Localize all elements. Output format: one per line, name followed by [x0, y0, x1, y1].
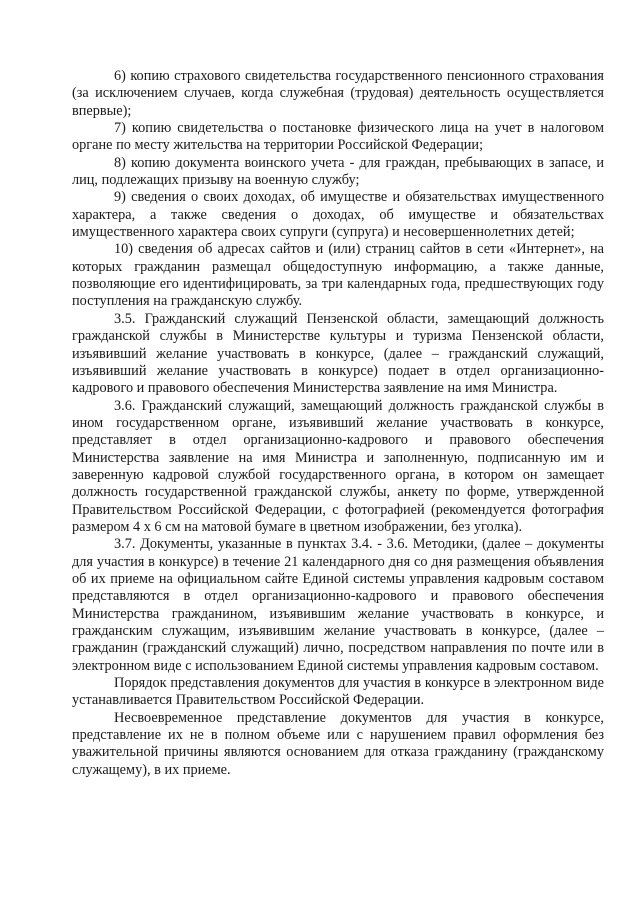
paragraph-item-8: 8) копию документа воинского учета - для граждан, пребывающих в запасе, и лиц, подлежащих призыву на военную службу; [72, 154, 604, 189]
paragraph-section-3-7: 3.7. Документы, указанные в пунктах 3.4. - 3.6. Методики, (далее – документы для участия в конкурсе) в течение 21 календарного дня со дня размещения объявления об их приеме на официальном сайте Единой системы управления кадровым составом представляются в отдел организационно-кадрового и правового обеспечения Министерства гражданином, изъявившим желание участвовать в конкурсе, и гражданским служащим, изъявившим желание участвовать в конкурсе, (далее – гражданин (гражданский служащий) лично, посредством направления по почте или в электронном виде с использованием Единой системы управления кадровым составом. [72, 536, 604, 674]
paragraph-item-9: 9) сведения о своих доходах, об имуществе и обязательствах имущественного характера, а также сведения о доходах, об имуществе и обязательствах имущественного характера своих супруги (супруга) и несовершеннолетних детей; [72, 189, 604, 241]
paragraph-section-3-6: 3.6. Гражданский служащий, замещающий должность гражданской службы в ином государственном органе, изъявивший желание участвовать в конкурсе, представляет в отдел организационно-кадрового и правового обеспечения Министерства заявление на имя Министра и заполненную, подписанную им и заверенную кадровой службой государственного органа, в котором он замещает должность государственной гражданской службы, анкету по форме, утвержденной Правительством Российской Федерации, с фотографией (рекомендуется фотография размером 4 х 6 см на матовой бумаге в цветном изображении, без уголка). [72, 397, 604, 535]
paragraph-late-submission: Несвоевременное представление документов для участия в конкурсе, представление их не в полном объеме или с нарушением правил оформления без уважительной причины являются основанием для отказа гражданину (гражданскому служащему), в их приеме. [72, 709, 604, 778]
paragraph-electronic-submission: Порядок представления документов для участия в конкурсе в электронном виде устанавливается Правительством Российской Федерации. [72, 675, 604, 709]
paragraph-item-7: 7) копию свидетельства о постановке физического лица на учет в налоговом органе по месту жительства на территории Российской Федерации; [72, 120, 604, 154]
paragraph-item-6: 6) копию страхового свидетельства государственного пенсионного страхования (за исключением случаев, когда служебная (трудовая) деятельность осуществляется впервые); [72, 68, 604, 119]
paragraph-item-10: 10) сведения об адресах сайтов и (или) страниц сайтов в сети «Интернет», на которых гражданин размещал общедоступную информацию, а также данные, позволяющие его идентифицировать, за три календарных года, предшествующих году поступления на гражданскую службу. [72, 241, 604, 310]
paragraph-section-3-5: 3.5. Гражданский служащий Пензенской области, замещающий должность гражданской службы в Министерстве культуры и туризма Пензенской области, изъявивший желание участвовать в конкурсе, (далее – гражданский служащий, изъявивший желание участвовать в конкурсе) подает в отдел организационно-кадрового и правового обеспечения Министерства заявление на имя Министра. [72, 310, 604, 397]
